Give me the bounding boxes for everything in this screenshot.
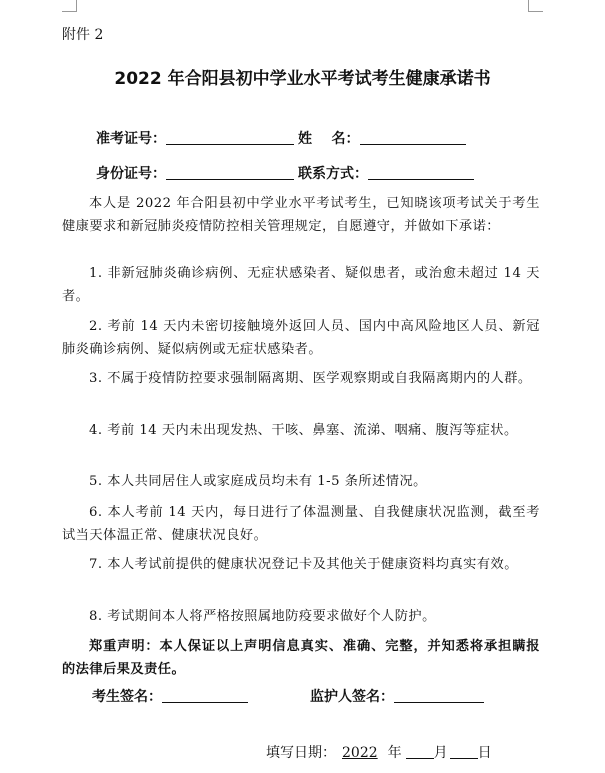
- exam-number-field[interactable]: [166, 130, 294, 145]
- student-signature-field[interactable]: [162, 688, 248, 703]
- commitment-item: 4. 考前 14 天内未出现发热、干咳、鼻塞、流涕、咽痛、腹泻等症状。: [89, 423, 518, 438]
- date-year-unit: 年: [387, 745, 402, 761]
- commitment-item: 2. 考前 14 天内未密切接触境外返回人员、国内中高风险地区人员、新冠肺炎确诊病例、疑似病例或无症状感染者。: [62, 319, 540, 357]
- name-label: 姓 名：: [298, 131, 360, 147]
- corner-mark: [528, 11, 543, 12]
- commitment-item: 3. 不属于疫情防控要求强制隔离期、医学观察期或自我隔离期内的人群。: [89, 371, 532, 386]
- date-month-field[interactable]: [406, 744, 434, 759]
- contact-field[interactable]: [368, 165, 474, 180]
- attachment-label: 附件 2: [62, 27, 104, 43]
- corner-mark: [62, 11, 77, 12]
- commitment-item: 8. 考试期间本人将严格按照属地防疫要求做好个人防护。: [89, 609, 436, 624]
- field-row-2: [96, 163, 474, 183]
- commitment-item: 7. 本人考试前提供的健康状况登记卡及其他关于健康资料均真实有效。: [89, 557, 518, 572]
- signature-row: [92, 686, 484, 706]
- exam-number-label: 准考证号：: [96, 131, 166, 147]
- date-month-unit: 月: [433, 745, 448, 761]
- commitment-item: 5. 本人共同居住人或家庭成员均未有 1-5 条所述情况。: [89, 474, 427, 489]
- document-title: 2022 年合阳县初中学业水平考试考生健康承诺书: [114, 69, 491, 89]
- date-label: 填写日期：: [266, 745, 336, 761]
- name-field[interactable]: [360, 130, 466, 145]
- fill-date: [266, 742, 492, 762]
- guardian-signature-field[interactable]: [394, 688, 484, 703]
- id-number-label: 身份证号：: [96, 166, 166, 182]
- solemn-declaration: 郑重声明：本人保证以上声明信息真实、准确、完整，并知悉将承担瞒报的法律后果及责任。: [62, 639, 540, 677]
- intro-paragraph: 本人是 2022 年合阳县初中学业水平考试考生，已知晓该项考试关于考生健康要求和新冠肺炎疫情防控相关管理规定，自愿遵守，并做如下承诺：: [62, 196, 540, 234]
- commitment-item: 6. 本人考前 14 天内，每日进行了体温测量、自我健康状况监测，截至考试当天体温正常、健康状况良好。: [62, 505, 540, 543]
- id-number-field[interactable]: [166, 165, 294, 180]
- contact-label: 联系方式：: [298, 166, 368, 182]
- field-row-1: [96, 128, 466, 148]
- date-day-field[interactable]: [450, 744, 478, 759]
- commitment-item: 1. 非新冠肺炎确诊病例、无症状感染者、疑似患者，或治愈未超过 14 天者。: [62, 266, 540, 304]
- guardian-signature-label: 监护人签名：: [310, 689, 394, 705]
- date-year[interactable]: 2022: [342, 745, 378, 761]
- date-day-unit: 日: [477, 745, 492, 761]
- student-signature-label: 考生签名：: [92, 689, 162, 705]
